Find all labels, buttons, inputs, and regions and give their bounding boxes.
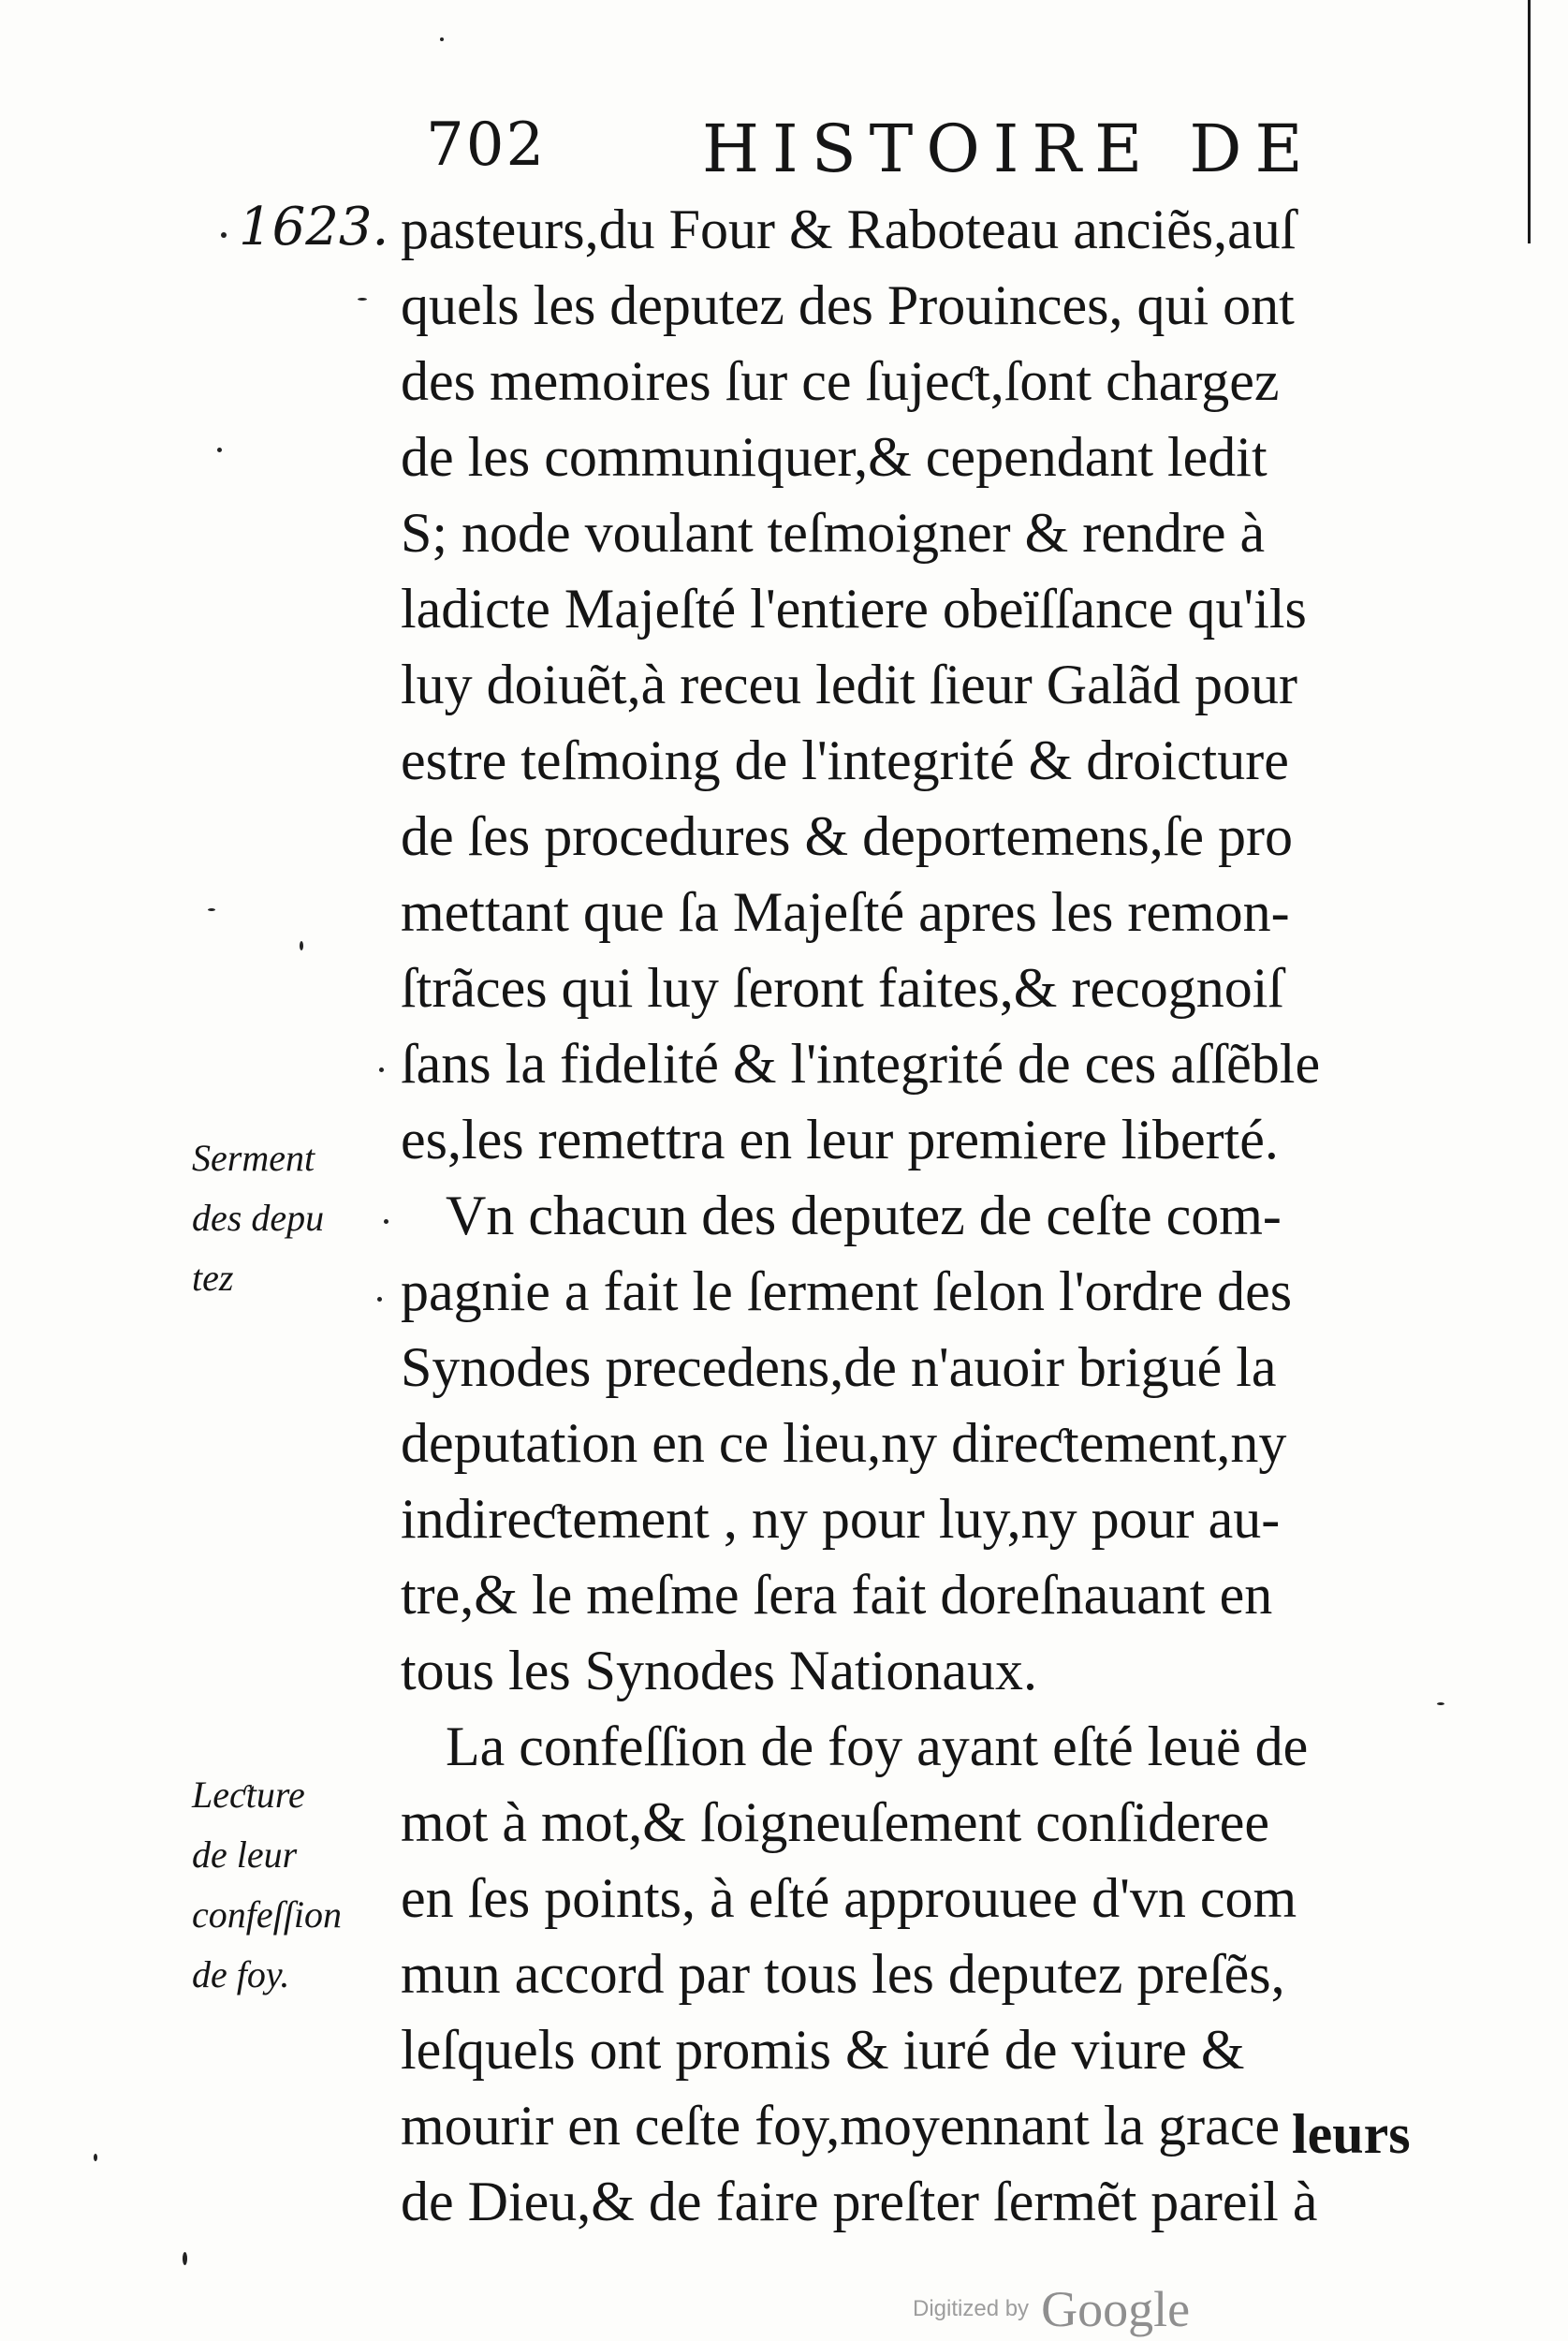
margin-note-line: de foy. <box>192 1953 290 1995</box>
google-logo: Google <box>1041 2281 1191 2337</box>
text-line: mot à mot,& ſoigneuſement conſideree <box>401 1791 1270 1853</box>
text-line: mettant que ſa Majeſté apres les remon- <box>401 881 1290 943</box>
text-line: mun accord par tous les deputez preſẽs, <box>401 1943 1285 2005</box>
scan-speck <box>379 1067 384 1072</box>
scan-speck <box>94 2154 97 2161</box>
scan-speck <box>358 298 367 301</box>
scan-speck <box>377 1297 382 1302</box>
text-line: ladicte Majeſté l'entiere obeïſſance qu'ils <box>401 578 1307 640</box>
text-line: indireƈtement , ny pour luy,ny pour au- <box>401 1488 1281 1550</box>
text-line: deputation en ce lieu,ny direƈtement,ny <box>401 1412 1287 1474</box>
margin-note-line: Leƈture <box>192 1774 305 1816</box>
paragraph-start-line: La confeſſion de foy ayant eſté leuë de <box>446 1715 1309 1777</box>
text-line: ſtrãces qui luy ſeront faites,& recognoiſ <box>401 957 1284 1019</box>
text-line: pasteurs,du Four & Raboteau anciẽs,auſ <box>401 199 1297 260</box>
body-text <box>401 192 1458 2240</box>
margin-note-serment <box>192 1128 398 1308</box>
text-line: ſans la fidelité & l'integrité de ces aſſẽble <box>401 1033 1321 1095</box>
text-line: tre,& le meſme ſera fait doreſnauant en <box>401 1564 1273 1626</box>
scan-speck <box>183 2252 187 2265</box>
text-line: de les communiquer,& cependant ledit <box>401 426 1268 488</box>
watermark-prefix: Digitized by <box>913 2296 1030 2321</box>
text-line: tous les Synodes Nationaux. <box>401 1640 1037 1701</box>
catchword: leurs <box>1292 2103 1411 2165</box>
paragraph-start-line: Vn chacun des deputez de ceſte com- <box>446 1185 1282 1246</box>
page-header <box>412 110 1442 195</box>
scan-speck <box>217 448 222 452</box>
text-line: S; node voulant teſmoigner & rendre à <box>401 502 1266 564</box>
running-head: HISTOIRE DE <box>702 110 1316 187</box>
text-line: mourir en ceſte foy,moyennant la grace <box>401 2095 1281 2157</box>
page-number: 702 <box>426 110 547 180</box>
text-line: de ſes procedures & deportemens,ſe pro <box>401 805 1293 867</box>
scan-speck <box>1437 1702 1444 1705</box>
scan-speck <box>221 232 227 238</box>
page-edge-line <box>1528 0 1531 243</box>
scan-speck <box>300 941 303 950</box>
text-line: luy doiuẽt,à receu ledit ſieur Galãd pour <box>401 654 1297 715</box>
text-line: en ſes points, à eſté approuuee d'vn com <box>401 1867 1297 1929</box>
margin-note-line: des depu <box>192 1197 325 1239</box>
text-line: pagnie a fait le ſerment ſelon l'ordre des <box>401 1260 1293 1322</box>
text-line: de Dieu,& de faire preſter ſermẽt pareil à <box>401 2171 1318 2232</box>
text-line: des memoires ſur ce ſujeƈt,ſont chargez <box>401 350 1280 412</box>
text-line: leſquels ont promis & iuré de viure & <box>401 2019 1245 2081</box>
scan-speck <box>384 1219 388 1224</box>
margin-note-lecture <box>192 1765 398 2005</box>
margin-note-line: confeſſion <box>192 1893 342 1936</box>
scan-speck <box>440 37 444 41</box>
margin-note-line: de leur <box>192 1833 298 1876</box>
year-marginal: 1623. <box>239 197 389 258</box>
margin-note-line: tez <box>192 1257 234 1299</box>
text-line: quels les deputez des Prouinces, qui ont <box>401 274 1295 336</box>
text-line: estre teſmoing de l'integrité & droicture <box>401 729 1289 791</box>
margin-note-line: Serment <box>192 1137 315 1179</box>
text-line: es,les remettra en leur premiere liberté. <box>401 1109 1279 1170</box>
digitized-watermark <box>913 2280 1190 2336</box>
scan-speck <box>208 908 215 911</box>
text-line: Synodes precedens,de n'auoir brigué la <box>401 1336 1277 1398</box>
